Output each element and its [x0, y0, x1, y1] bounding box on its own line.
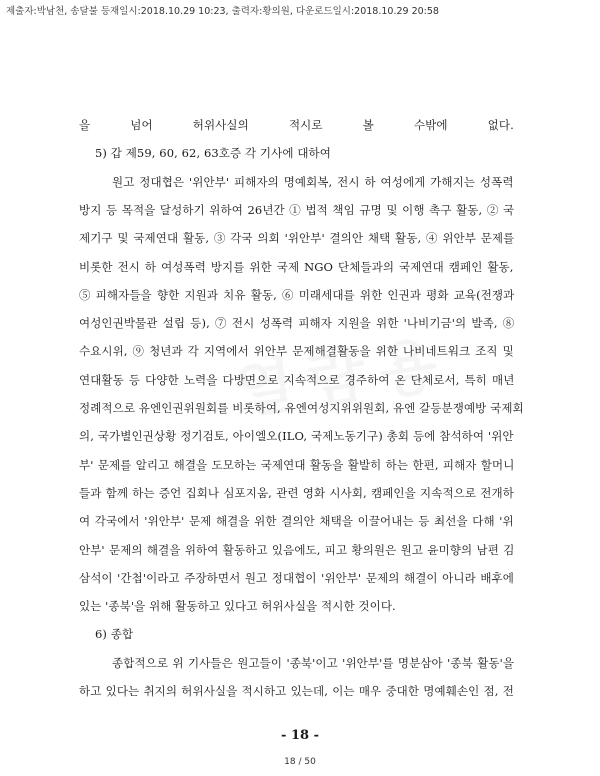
body-line: 종합적으로 위 기사들은 원고들이 '종북'이고 '위안부'를 명분삼아 '종북 활동'을: [112, 656, 515, 670]
body-line: 원고 정대협은 '위안부' 피해자의 명예회복, 전시 하 여성에게 가해지는 성폭력: [112, 175, 514, 189]
body-line: 있는 '종북'을 위해 활동하고 있다고 허위사실을 적시한 것이다.: [79, 599, 396, 613]
body-line: 들과 함께 하는 증언 집회나 심포지움, 관련 영화 시사회, 캠페인을 지속적으로 전개하: [79, 486, 514, 500]
body-line: ⑤ 피해자들을 향한 지원과 치유 활동, ⑥ 미래세대를 위한 인권과 평화 교육(전쟁과: [79, 288, 515, 302]
body-line: 삼석이 '간첩'이라고 주장하면서 원고 정대협이 '위안부' 문제의 해결이 아니라 배후에: [79, 571, 514, 585]
body-line: 여 각국에서 '위안부' 문제 해결을 위한 결의안 채택을 이끌어내는 등 최선을 다해 '위: [79, 514, 514, 528]
body-line: 안부' 문제의 해결을 위하여 활동하고 있음에도, 피고 황의원은 원고 윤미향의 남편 김: [79, 543, 515, 557]
section-heading-5: 5) 갑 제59, 60, 62, 63호증 각 기사에 대하여: [95, 146, 331, 160]
body-line: 방지 등 목적을 달성하기 위하여 26년간 ① 법적 책임 규명 및 이행 촉구 활동, ② 국: [79, 203, 515, 217]
body-line: 정례적으로 유엔인권위원회를 비롯하여, 유엔여성지위위원회, 유엔 갈등분쟁예방 국제회: [79, 401, 524, 415]
body-line: 비롯한 전시 하 여성폭력 방지를 위한 국제 NGO 단체들과의 국제연대 캠페인 활동,: [79, 260, 514, 274]
body-line: 수요시위, ⑨ 청년과 각 지역에서 위안부 문제해결활동을 위한 나비네트워크 조직 및: [79, 344, 514, 358]
page-number: - 18 -: [281, 728, 319, 743]
body-line: 하고 있다는 취지의 허위사실을 적시하고 있는데, 이는 매우 중대한 명예훼손인 점, 전: [79, 684, 514, 698]
body-line: 여성인권박물관 설립 등), ⑦ 전시 성폭력 피해자 지원을 위한 '나비기금'의 발족, ⑧: [79, 316, 515, 330]
body-line: 연대활동 등 다양한 노력을 다방면으로 지속적으로 경주하여 온 단체로서, 특히 매년: [79, 373, 515, 387]
document-header-meta: 제출자:박남천, 송달불 등재일시:2018.10.29 10:23, 출력자:황의원, 다운로드일시:2018.10.29 20:58: [6, 6, 439, 17]
page-count: 18 / 50: [284, 757, 316, 767]
section-heading-6: 6) 종합: [95, 627, 134, 641]
body-line: 을 넘어 허위사실의 적시로 볼 수밖에 없다.: [79, 118, 514, 132]
body-line: 부' 문제를 알리고 해결을 도모하는 국제연대 활동을 활발히 하는 한편, 피해자 할머니: [79, 458, 515, 472]
body-line: 제기구 및 국제연대 활동, ③ 각국 의회 '위안부' 결의안 채택 활동, ④ 위안부 문제를: [79, 231, 515, 245]
body-line: 의, 국가별인권상황 정기검토, 아이엘오(ILO, 국제노동기구) 총회 등에 참석하여 '위안: [79, 429, 514, 443]
